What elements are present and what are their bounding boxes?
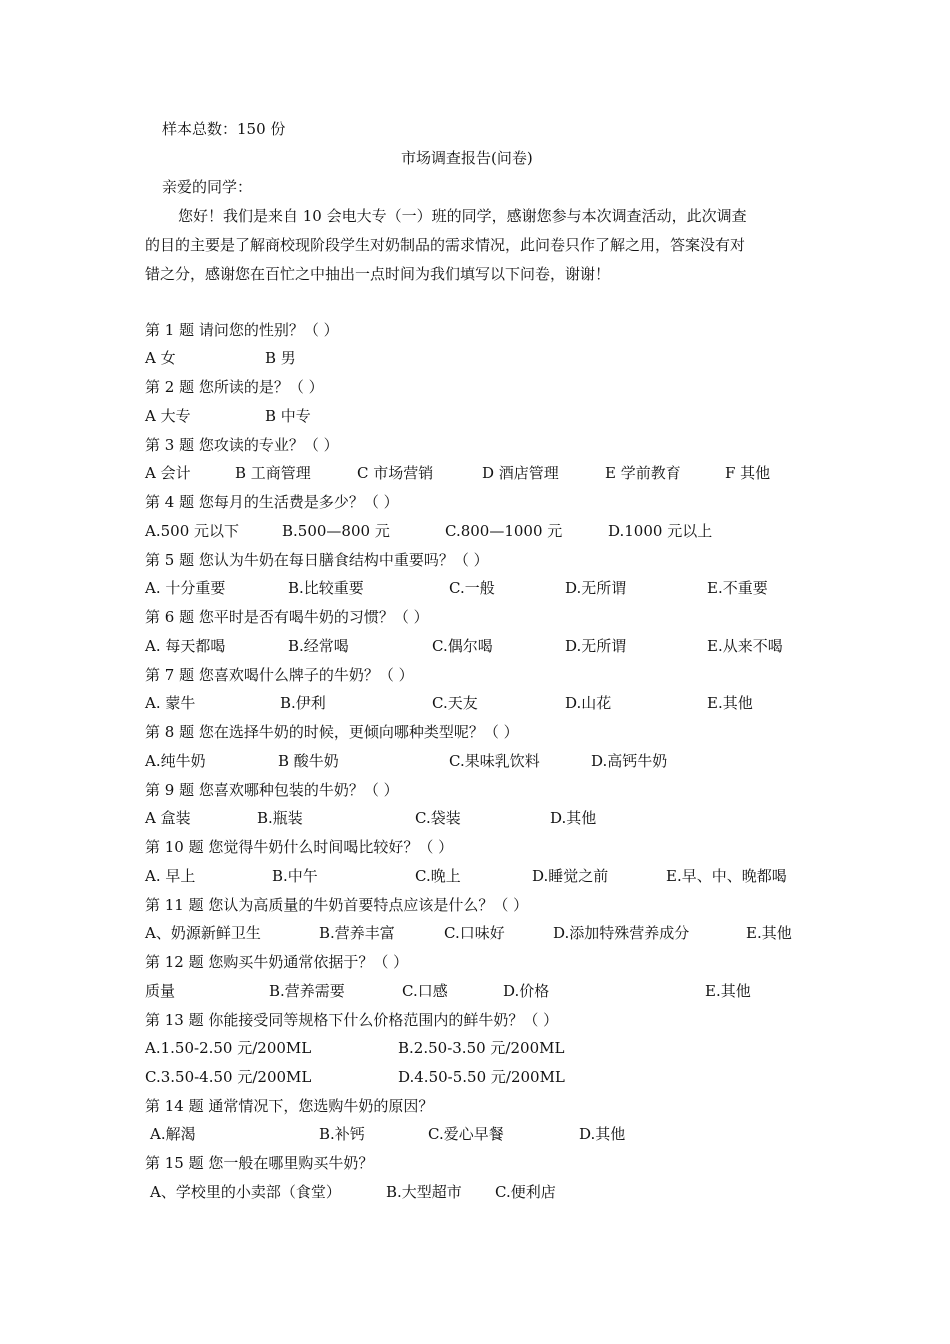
option[interactable]: C 市场营销 [357,464,434,482]
question-8: 第 8 题 您在选择牛奶的时候，更倾向哪种类型呢？（ ） [145,723,519,741]
greeting: 亲爱的同学： [162,178,253,196]
intro-line: 您好！我们是来自 10 会电大专（一）班的同学，感谢您参与本次调查活动，此次调查 [178,207,747,225]
option[interactable]: B 中专 [265,407,311,425]
option[interactable]: E.不重要 [707,579,768,597]
option[interactable]: C.3.50-4.50 元/200ML [145,1068,312,1086]
option[interactable]: 质量 [145,982,176,1000]
option[interactable]: B.大型超市 [386,1183,462,1201]
options-15 [145,1182,845,1202]
option[interactable]: F 其他 [725,464,771,482]
options-3 [145,463,845,483]
option[interactable]: C.口感 [402,982,448,1000]
option[interactable]: C.便利店 [495,1183,556,1201]
option[interactable]: A.500 元以下 [145,522,239,540]
options-10 [145,866,845,886]
option[interactable]: A、学校里的小卖部（食堂） [150,1183,341,1201]
option[interactable]: D 酒店管理 [482,464,559,482]
question-1: 第 1 题 请问您的性别？（ ） [145,321,339,339]
options-4 [145,521,845,541]
question-4: 第 4 题 您每月的生活费是多少？（ ） [145,493,399,511]
option[interactable]: D.4.50-5.50 元/200ML [398,1068,565,1086]
option[interactable]: B.营养丰富 [319,924,395,942]
option[interactable]: B 工商管理 [235,464,311,482]
option[interactable]: D.无所谓 [565,637,627,655]
option[interactable]: B.瓶装 [257,809,303,827]
option[interactable]: D.睡觉之前 [532,867,609,885]
options-14 [145,1124,845,1144]
option[interactable]: C.天友 [432,694,478,712]
sample-total: 样本总数：150 份 [162,120,286,138]
option[interactable]: A.1.50-2.50 元/200ML [145,1039,312,1057]
option[interactable]: E 学前教育 [605,464,681,482]
option[interactable]: E.其他 [705,982,751,1000]
question-9: 第 9 题 您喜欢哪种包装的牛奶？（ ） [145,781,399,799]
option[interactable]: D.其他 [550,809,597,827]
option[interactable]: B.补钙 [319,1125,365,1143]
option[interactable]: E.其他 [707,694,753,712]
option[interactable]: C.一般 [449,579,495,597]
option[interactable]: B.2.50-3.50 元/200ML [398,1039,565,1057]
option[interactable]: D.无所谓 [565,579,627,597]
option[interactable]: C.果味乳饮料 [449,752,540,770]
option[interactable]: B 酸牛奶 [278,752,339,770]
option[interactable]: A. 早上 [145,867,196,885]
option[interactable]: D.高钙牛奶 [591,752,668,770]
options-2 [145,406,845,426]
options-5 [145,578,845,598]
option[interactable]: E.早、中、晚都喝 [666,867,787,885]
question-15: 第 15 题 您一般在哪里购买牛奶？ [145,1154,374,1172]
option[interactable]: C.爱心早餐 [428,1125,504,1143]
option[interactable]: A 女 [145,349,176,367]
option[interactable]: A. 十分重要 [145,579,226,597]
option[interactable]: D.其他 [579,1125,626,1143]
option[interactable]: B.营养需要 [269,982,345,1000]
options-7 [145,693,845,713]
option[interactable]: A. 蒙牛 [145,694,196,712]
option[interactable]: C.袋装 [415,809,461,827]
question-3: 第 3 题 您攻读的专业？（ ） [145,436,339,454]
options-13 [145,1038,845,1058]
question-14: 第 14 题 通常情况下，您选购牛奶的原因？ [145,1097,434,1115]
option[interactable]: A.解渴 [150,1125,196,1143]
intro-line: 错之分，感谢您在百忙之中抽出一点时间为我们填写以下问卷，谢谢！ [145,265,611,283]
option[interactable]: A 盒装 [145,809,191,827]
option[interactable]: A 会计 [145,464,191,482]
option[interactable]: E.其他 [746,924,792,942]
page-title: 市场调查报告(问卷) [401,149,533,167]
question-12: 第 12 题 您购买牛奶通常依据于？（ ） [145,953,409,971]
options-1 [145,348,845,368]
question-13: 第 13 题 你能接受同等规格下什么价格范围内的鲜牛奶？（ ） [145,1011,559,1029]
question-2: 第 2 题 您所读的是？（ ） [145,378,324,396]
option[interactable]: C.800—1000 元 [445,522,563,540]
question-11: 第 11 题 您认为高质量的牛奶首要特点应该是什么？（ ） [145,896,529,914]
option[interactable]: C.晚上 [415,867,461,885]
option[interactable]: B.经常喝 [288,637,349,655]
option[interactable]: D.山花 [565,694,612,712]
option[interactable]: B.伊利 [280,694,326,712]
question-6: 第 6 题 您平时是否有喝牛奶的习惯？（ ） [145,608,429,626]
option[interactable]: A. 每天都喝 [145,637,226,655]
intro-line: 的目的主要是了解商校现阶段学生对奶制品的需求情况，此问卷只作了解之用，答案没有对 [145,236,746,254]
option[interactable]: E.从来不喝 [707,637,783,655]
options-9 [145,808,845,828]
option[interactable]: A 大专 [145,407,191,425]
option[interactable]: B.500—800 元 [282,522,390,540]
option[interactable]: D.1000 元以上 [608,522,713,540]
option[interactable]: B.比较重要 [288,579,364,597]
options-6 [145,636,845,656]
options-13-row-2 [145,1067,845,1087]
option[interactable]: B.中午 [272,867,318,885]
option[interactable]: D.添加特殊营养成分 [553,924,690,942]
option[interactable]: C.口味好 [444,924,505,942]
option[interactable]: C.偶尔喝 [432,637,493,655]
options-11 [145,923,845,943]
option[interactable]: B 男 [265,349,296,367]
question-5: 第 5 题 您认为牛奶在每日膳食结构中重要吗？（ ） [145,551,489,569]
options-8 [145,751,845,771]
option[interactable]: A、奶源新鲜卫生 [145,924,261,942]
option[interactable]: D.价格 [503,982,550,1000]
option[interactable]: A.纯牛奶 [145,752,206,770]
options-12 [145,981,845,1001]
question-10: 第 10 题 您觉得牛奶什么时间喝比较好？（ ） [145,838,454,856]
question-7: 第 7 题 您喜欢喝什么牌子的牛奶？（ ） [145,666,414,684]
